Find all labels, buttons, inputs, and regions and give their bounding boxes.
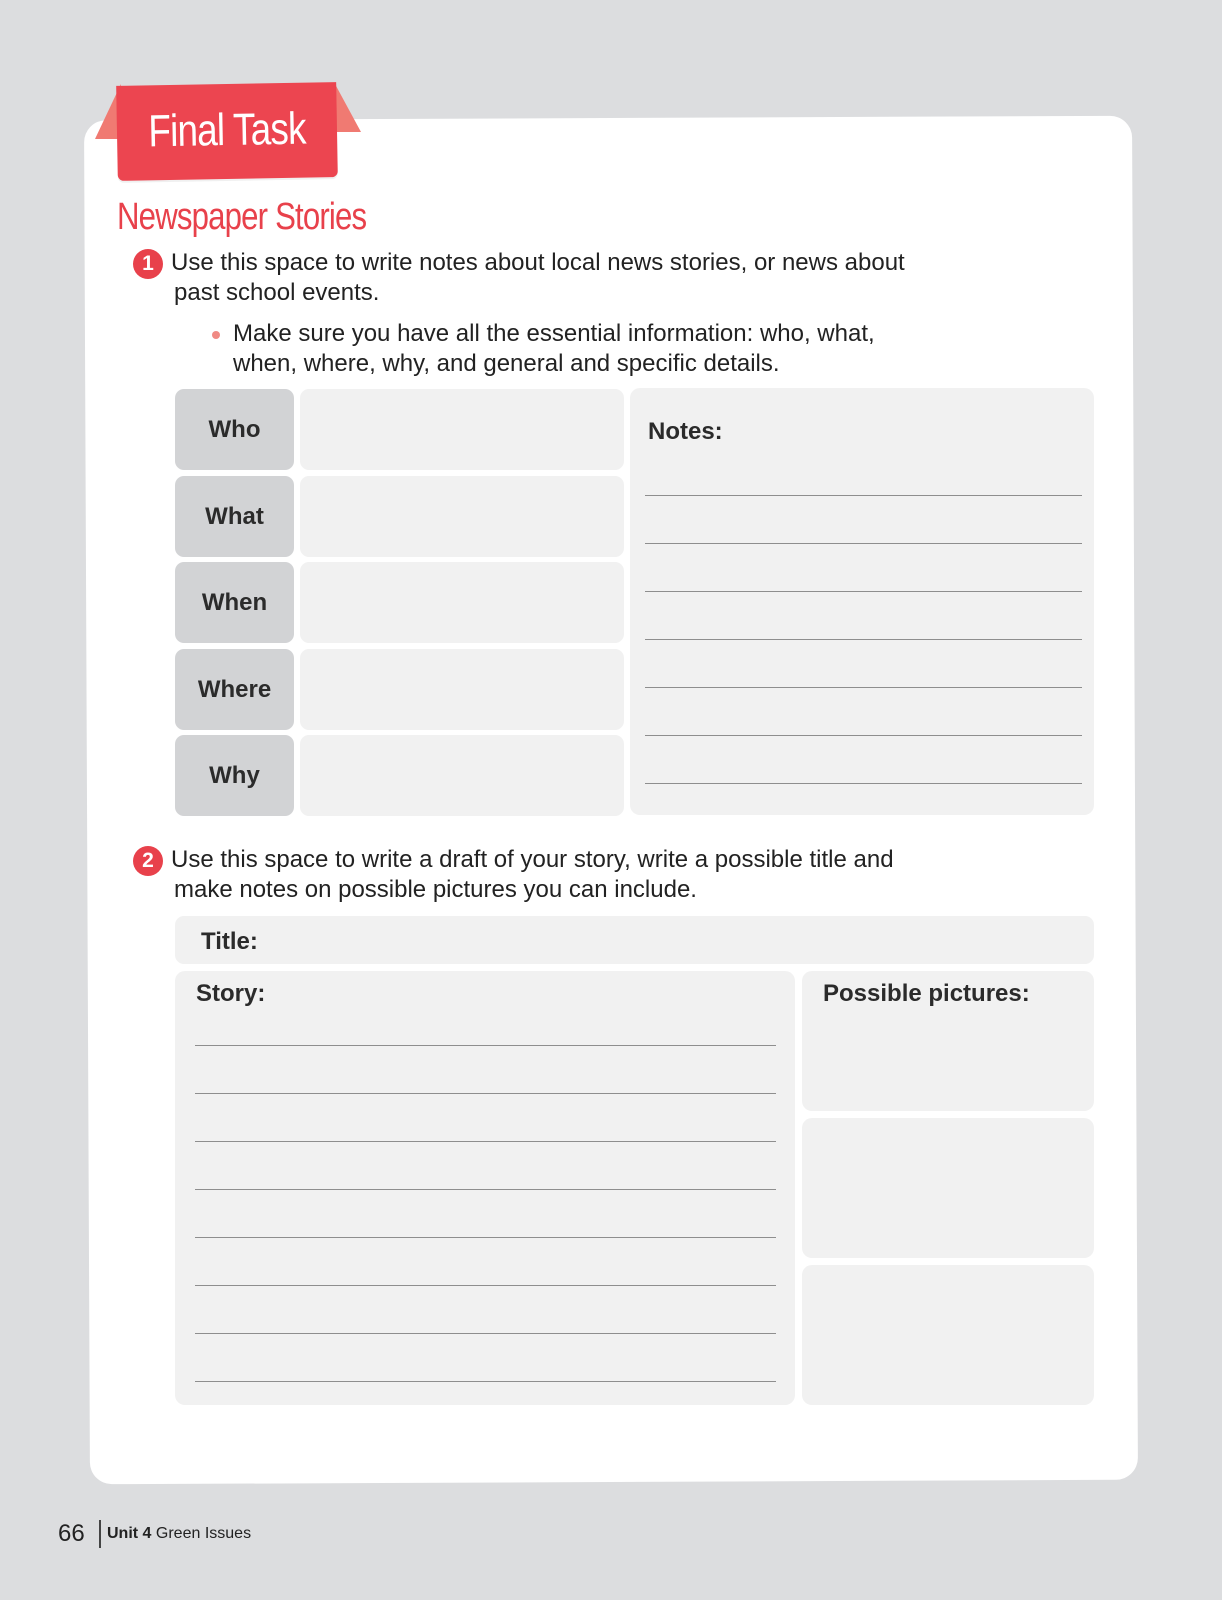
bullet-dot	[212, 331, 220, 339]
story-rule	[195, 1381, 776, 1382]
notes-rule	[645, 639, 1082, 640]
story-rule	[195, 1093, 776, 1094]
task-2-number: 2	[133, 846, 163, 876]
notes-rule	[645, 543, 1082, 544]
story-rule	[195, 1333, 776, 1334]
row-label-where: Where	[175, 649, 294, 730]
banner-title: Final Task	[147, 102, 307, 157]
row-label-what: What	[175, 476, 294, 557]
task-1-instruction-line-1: Use this space to write notes about local news stories, or news about	[171, 249, 905, 276]
possible-picture-box-3[interactable]	[802, 1265, 1094, 1405]
notes-label: Notes:	[648, 418, 723, 445]
task-2-instruction-line-1: Use this space to write a draft of your story, write a possible title and	[171, 846, 894, 873]
task-2-instruction-line-2: make notes on possible pictures you can include.	[174, 876, 697, 903]
final-task-banner	[95, 84, 365, 184]
answer-field-who[interactable]	[300, 389, 624, 470]
title-field[interactable]	[175, 916, 1094, 964]
story-rule	[195, 1141, 776, 1142]
story-rule	[195, 1189, 776, 1190]
title-label: Title:	[201, 928, 258, 955]
task-1-number: 1	[133, 249, 163, 279]
story-field[interactable]	[175, 971, 795, 1405]
section-heading: Newspaper Stories	[117, 196, 367, 238]
footer-unit	[107, 1525, 251, 1543]
task-1-instruction-line-2: past school events.	[174, 279, 380, 306]
unit-name: Green Issues	[155, 1525, 252, 1542]
task-1-bullet-line-1: Make sure you have all the essential information: who, what,	[233, 320, 875, 347]
answer-field-when[interactable]	[300, 562, 624, 643]
footer-divider	[99, 1520, 101, 1548]
notes-field[interactable]	[630, 388, 1094, 815]
story-rule	[195, 1045, 776, 1046]
row-label-when: When	[175, 562, 294, 643]
answer-field-what[interactable]	[300, 476, 624, 557]
answer-field-where[interactable]	[300, 649, 624, 730]
answer-field-why[interactable]	[300, 735, 624, 816]
row-label-who: Who	[175, 389, 294, 470]
possible-picture-box-2[interactable]	[802, 1118, 1094, 1258]
story-rule	[195, 1237, 776, 1238]
notes-rule	[645, 687, 1082, 688]
task-1-bullet-line-2: when, where, why, and general and specific details.	[233, 350, 780, 377]
row-label-why: Why	[175, 735, 294, 816]
possible-pictures-label: Possible pictures:	[823, 980, 1030, 1007]
notes-rule	[645, 735, 1082, 736]
banner-fold-right	[335, 84, 361, 132]
banner-ribbon	[116, 82, 338, 181]
notes-rule	[645, 495, 1082, 496]
notes-rule	[645, 591, 1082, 592]
notes-rule	[645, 783, 1082, 784]
story-rule	[195, 1285, 776, 1286]
page-number: 66	[58, 1520, 85, 1547]
story-label: Story:	[196, 980, 266, 1007]
unit-label: Unit 4	[107, 1525, 152, 1542]
